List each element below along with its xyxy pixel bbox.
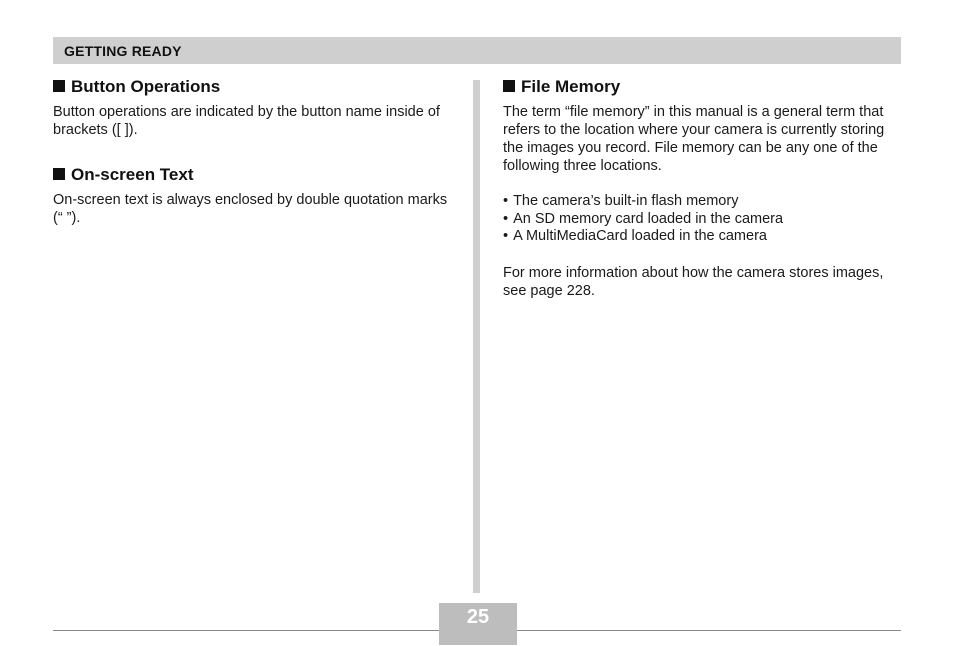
list-item: • The camera’s built-in flash memory <box>503 193 903 211</box>
column-divider <box>473 80 480 593</box>
list-item: • A MultiMediaCard loaded in the camera <box>503 228 903 246</box>
square-bullet-icon <box>53 168 65 180</box>
heading-text: File Memory <box>521 77 621 96</box>
file-memory-intro: The term “file memory” in this manual is a general term that refers to the location where your camera is currently storing the images you record. File memory can be any one of the following three locations. <box>503 104 885 174</box>
file-memory-heading <box>503 77 903 97</box>
left-column <box>53 77 448 227</box>
file-memory-locations-list <box>503 193 903 246</box>
button-operations-heading <box>53 77 448 97</box>
page-number-box <box>439 603 517 645</box>
heading-text: Button Operations <box>71 77 221 96</box>
heading-text: On-screen Text <box>71 165 194 184</box>
page-number: 25 <box>466 606 490 628</box>
section-header-bar <box>53 37 901 64</box>
on-screen-text-section <box>53 165 448 227</box>
button-operations-section <box>53 77 448 139</box>
section-title: GETTING READY <box>64 43 182 59</box>
on-screen-text-heading <box>53 165 448 185</box>
right-column <box>503 77 903 300</box>
square-bullet-icon <box>53 80 65 92</box>
list-item: • An SD memory card loaded in the camera <box>503 211 903 229</box>
on-screen-text-text: On-screen text is always enclosed by double quotation marks (“ ”). <box>53 192 448 226</box>
square-bullet-icon <box>503 80 515 92</box>
file-memory-more-info: For more information about how the camera stores images, see page 228. <box>503 265 884 300</box>
button-operations-text: Button operations are indicated by the button name inside of brackets ([ ]). <box>53 104 440 138</box>
